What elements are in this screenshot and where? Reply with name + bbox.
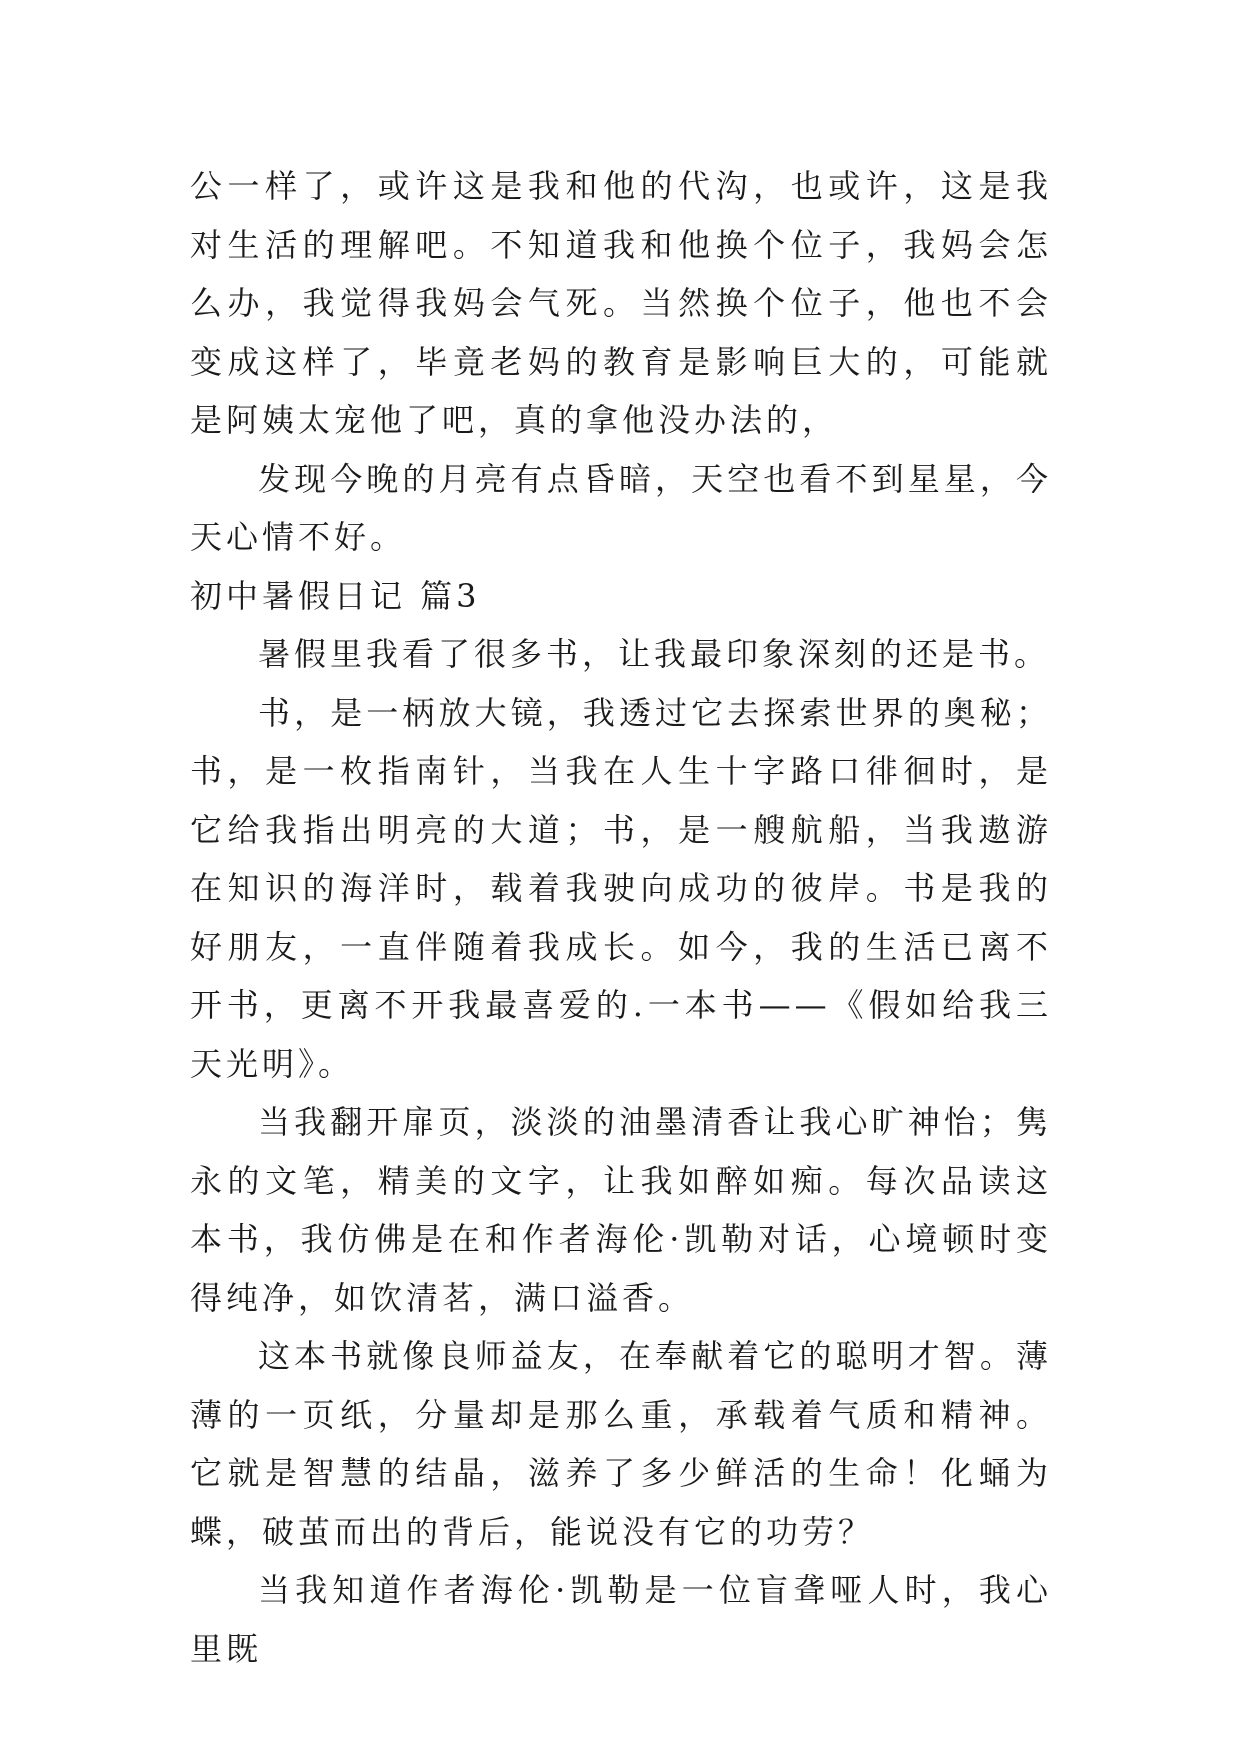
- paragraph: 书，是一柄放大镜，我透过它去探索世界的奥秘；书，是一枚指南针，当我在人生十字路口徘徊时，是它给我指出明亮的大道；书，是一艘航船，当我遨游在知识的海洋时，载着我驶向成功的彼岸。书是我的好朋友，一直伴随着我成长。如今，我的生活已离不开书，更离不开我最喜爱的.一本书——《假如给我三天光明》。: [190, 693, 1052, 1083]
- paragraph: 当我翻开扉页，淡淡的油墨清香让我心旷神怡；隽永的文笔，精美的文字，让我如醉如痴。每次品读这本书，我仿佛是在和作者海伦·凯勒对话，心境顿时变得纯净，如饮清茗，满口溢香。: [190, 1103, 1052, 1317]
- paragraph: 公一样了，或许这是我和他的代沟，也或许，这是我对生活的理解吧。不知道我和他换个位子，我妈会怎么办，我觉得我妈会气死。当然换个位子，他也不会变成这样了，毕竟老妈的教育是影响巨大的，可能就是阿姨太宠他了吧，真的拿他没办法的，: [190, 167, 1052, 439]
- paragraph: 发现今晚的月亮有点昏暗，天空也看不到星星，今天心情不好。: [190, 459, 1052, 556]
- section-heading: 初中暑假日记 篇3: [190, 576, 481, 615]
- document-body: [190, 157, 1052, 1678]
- paragraph: 这本书就像良师益友，在奉献着它的聪明才智。薄薄的一页纸，分量却是那么重，承载着气质和精神。它就是智慧的结晶，滋养了多少鲜活的生命！化蛹为蝶，破茧而出的背后，能说没有它的功劳？: [190, 1337, 1052, 1551]
- paragraph: 暑假里我看了很多书，让我最印象深刻的还是书。: [258, 635, 1051, 673]
- paragraph: 当我知道作者海伦·凯勒是一位盲聋哑人时，我心里既: [190, 1571, 1052, 1668]
